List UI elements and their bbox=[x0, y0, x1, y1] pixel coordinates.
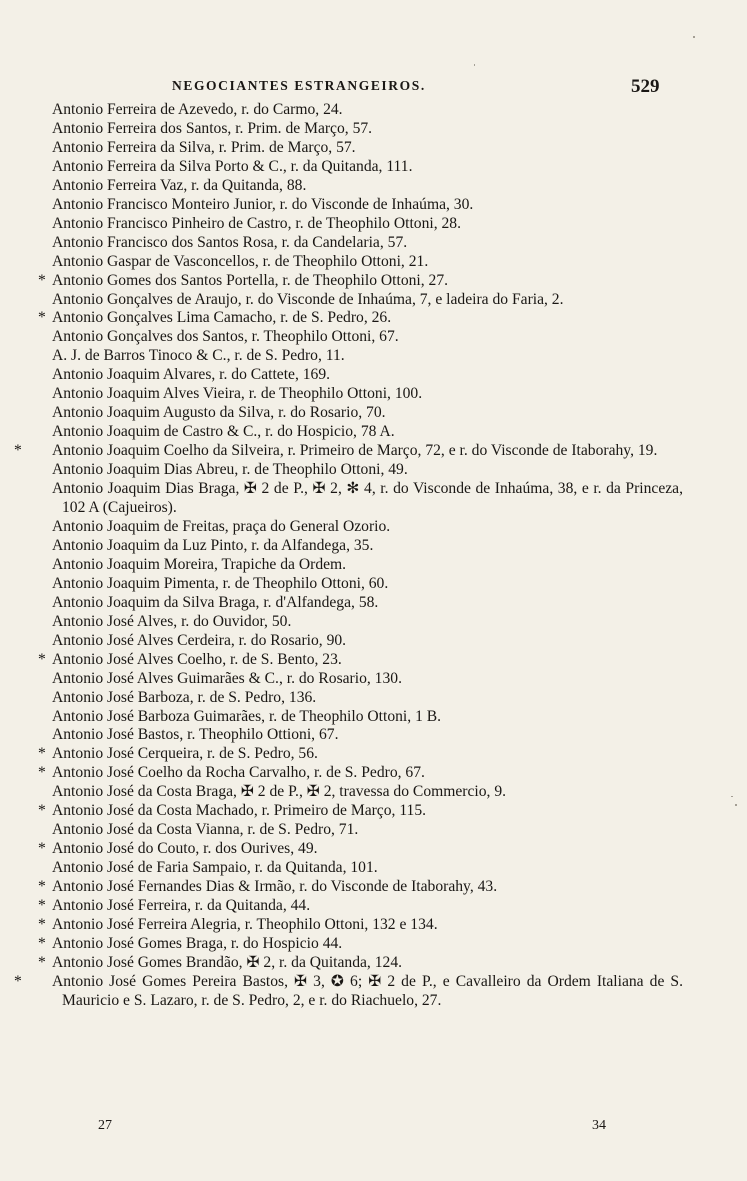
list-item bbox=[38, 897, 683, 916]
list-item bbox=[38, 859, 683, 878]
entry-text: Antonio José Ferreira, r. da Quitanda, 44. bbox=[52, 897, 311, 915]
list-item bbox=[38, 802, 683, 821]
merchant-list bbox=[14, 101, 683, 1011]
list-item bbox=[38, 575, 683, 594]
list-item bbox=[38, 935, 683, 954]
entry-text: Antonio José Alves Guimarães & C., r. do Rosario, 130. bbox=[52, 669, 402, 687]
entry-text: Antonio Joaquim Moreira, Trapiche da Ordem. bbox=[52, 555, 347, 573]
star-marker: * bbox=[38, 764, 46, 782]
page-number: 529 bbox=[631, 76, 660, 97]
entry-text: Antonio Gonçalves de Araujo, r. do Visconde de Inhaúma, 7, e ladeira do Faria, 2. bbox=[52, 290, 564, 308]
entry-text: A. J. de Barros Tinoco & C., r. de S. Pedro, 11. bbox=[52, 347, 345, 365]
entry-text: Antonio José da Costa Vianna, r. de S. Pedro, 71. bbox=[52, 821, 359, 839]
list-item bbox=[38, 537, 683, 556]
entry-text: Antonio José Alves Coelho, r. de S. Bento, 23. bbox=[52, 650, 342, 668]
paper-speck bbox=[735, 804, 737, 806]
entry-text: Antonio Joaquim da Luz Pinto, r. da Alfandega, 35. bbox=[52, 536, 374, 554]
entry-text: Antonio José Barboza, r. de S. Pedro, 136. bbox=[52, 688, 317, 706]
sheet-number: 34 bbox=[592, 1118, 606, 1133]
list-item bbox=[38, 670, 683, 689]
page-footer bbox=[0, 1118, 747, 1142]
star-marker: * bbox=[38, 934, 46, 952]
entry-text: Antonio José Cerqueira, r. de S. Pedro, 56. bbox=[52, 745, 318, 763]
list-item bbox=[38, 404, 683, 423]
entry-text: Antonio José do Couto, r. dos Ourives, 49. bbox=[52, 840, 318, 858]
list-item bbox=[38, 708, 683, 727]
entry-text: Antonio Joaquim Augusto da Silva, r. do Rosario, 70. bbox=[52, 404, 386, 422]
entry-text: Antonio Ferreira dos Santos, r. Prim. de Março, 57. bbox=[52, 119, 373, 137]
star-marker: * bbox=[38, 840, 46, 858]
entry-text: Antonio Joaquim Dias Braga, ✠ 2 de P., ✠ 2, ✻ 4, r. do Visconde de Inhaúma, 38, e r. da Princeza, 102 A (Cajueiros). bbox=[52, 480, 683, 517]
list-item bbox=[38, 689, 683, 708]
signature-mark: 27 bbox=[98, 1118, 112, 1133]
star-marker: * bbox=[38, 650, 46, 668]
list-item bbox=[38, 253, 683, 272]
list-item bbox=[38, 840, 683, 859]
list-item bbox=[38, 215, 683, 234]
entry-text: Antonio José da Costa Machado, r. Primeiro de Março, 115. bbox=[52, 802, 427, 820]
list-item bbox=[38, 613, 683, 632]
list-item bbox=[38, 139, 683, 158]
list-item bbox=[14, 972, 683, 1011]
entry-text: Antonio Gomes dos Santos Portella, r. de Theophilo Ottoni, 27. bbox=[52, 271, 449, 289]
list-item bbox=[38, 101, 683, 120]
entry-text: Antonio José Alves Cerdeira, r. do Rosario, 90. bbox=[52, 631, 347, 649]
entry-text: Antonio Francisco dos Santos Rosa, r. da Candelaria, 57. bbox=[52, 233, 408, 251]
list-item bbox=[38, 878, 683, 897]
entry-text: Antonio Joaquim de Freitas, praça do General Ozorio. bbox=[52, 517, 391, 535]
entry-text: Antonio Francisco Pinheiro de Castro, r. de Theophilo Ottoni, 28. bbox=[52, 214, 462, 232]
list-item bbox=[38, 480, 683, 518]
star-marker: * bbox=[38, 309, 46, 327]
entry-text: Antonio Joaquim Coelho da Silveira, r. Primeiro de Março, 72, e r. do Visconde de Itaborahy, 19. bbox=[52, 442, 658, 460]
entry-text: Antonio José Alves, r. do Ouvidor, 50. bbox=[52, 612, 292, 630]
entry-text: Antonio Joaquim Pimenta, r. de Theophilo Ottoni, 60. bbox=[52, 574, 389, 592]
entry-text: Antonio José Bastos, r. Theophilo Ottioni, 67. bbox=[52, 726, 339, 744]
paper-speck bbox=[474, 64, 475, 66]
list-item bbox=[38, 234, 683, 253]
list-item bbox=[38, 726, 683, 745]
entry-text: Antonio Joaquim da Silva Braga, r. d'Alfandega, 58. bbox=[52, 593, 379, 611]
entry-text: Antonio Joaquim Dias Abreu, r. de Theophilo Ottoni, 49. bbox=[52, 461, 408, 479]
list-item bbox=[38, 385, 683, 404]
entry-text: Antonio Francisco Monteiro Junior, r. do Visconde de Inhaúma, 30. bbox=[52, 195, 474, 213]
running-title: NEGOCIANTES ESTRANGEIROS. bbox=[172, 78, 426, 93]
star-marker: * bbox=[14, 972, 22, 990]
paper-speck bbox=[731, 796, 733, 797]
entry-text: Antonio Gaspar de Vasconcellos, r. de Theophilo Ottoni, 21. bbox=[52, 252, 429, 270]
paper-speck bbox=[693, 36, 695, 38]
entry-text: Antonio José Fernandes Dias & Irmão, r. do Visconde de Itaborahy, 43. bbox=[52, 878, 498, 896]
entry-text: Antonio Ferreira da Silva Porto & C., r. da Quitanda, 111. bbox=[52, 157, 413, 175]
list-item bbox=[38, 518, 683, 537]
entry-text: Antonio Joaquim de Castro & C., r. do Hospicio, 78 A. bbox=[52, 423, 395, 441]
entry-text: Antonio Joaquim Alves Vieira, r. de Theophilo Ottoni, 100. bbox=[52, 385, 423, 403]
list-item bbox=[38, 177, 683, 196]
list-item bbox=[38, 745, 683, 764]
list-item bbox=[14, 442, 683, 461]
entry-text: Antonio José Ferreira Alegria, r. Theophilo Ottoni, 132 e 134. bbox=[52, 915, 438, 933]
list-item bbox=[38, 916, 683, 935]
list-item bbox=[38, 196, 683, 215]
list-item bbox=[38, 158, 683, 177]
entry-text: Antonio José Gomes Pereira Bastos, ✠ 3, ✪ 6; ✠ 2 de P., e Cavalleiro da Ordem Italiana de S. Mauricio e S. Lazaro, r. de S. Pedro, 2, e r. do Riachuelo, 27. bbox=[52, 972, 683, 1009]
list-item bbox=[38, 556, 683, 575]
list-item bbox=[38, 328, 683, 347]
entry-text: Antonio Gonçalves Lima Camacho, r. de S. Pedro, 26. bbox=[52, 309, 392, 327]
entry-text: Antonio Gonçalves dos Santos, r. Theophilo Ottoni, 67. bbox=[52, 328, 399, 346]
list-item bbox=[38, 423, 683, 442]
list-item bbox=[38, 954, 683, 973]
star-marker: * bbox=[38, 745, 46, 763]
list-item bbox=[38, 632, 683, 651]
entry-text: Antonio José Gomes Braga, r. do Hospicio 44. bbox=[52, 934, 343, 952]
list-item bbox=[38, 651, 683, 670]
entry-text: Antonio Joaquim Alvares, r. do Cattete, 169. bbox=[52, 366, 331, 384]
list-item bbox=[38, 461, 683, 480]
star-marker: * bbox=[38, 915, 46, 933]
entry-text: Antonio José da Costa Braga, ✠ 2 de P., ✠ 2, travessa do Commercio, 9. bbox=[52, 783, 507, 801]
star-marker: * bbox=[14, 442, 22, 460]
star-marker: * bbox=[38, 802, 46, 820]
list-item bbox=[38, 272, 683, 291]
list-item bbox=[38, 594, 683, 613]
entry-text: Antonio Ferreira de Azevedo, r. do Carmo, 24. bbox=[52, 101, 343, 118]
entry-text: Antonio José de Faria Sampaio, r. da Quitanda, 101. bbox=[52, 859, 378, 877]
entry-text: Antonio Ferreira da Silva, r. Prim. de Março, 57. bbox=[52, 138, 356, 156]
star-marker: * bbox=[38, 878, 46, 896]
list-item bbox=[38, 347, 683, 366]
list-item bbox=[38, 291, 683, 310]
list-item bbox=[38, 783, 683, 802]
star-marker: * bbox=[38, 953, 46, 971]
list-item bbox=[38, 309, 683, 328]
list-item bbox=[38, 366, 683, 385]
entry-text: Antonio José Coelho da Rocha Carvalho, r. de S. Pedro, 67. bbox=[52, 764, 425, 782]
entry-text: Antonio Ferreira Vaz, r. da Quitanda, 88. bbox=[52, 176, 307, 194]
entry-text: Antonio José Gomes Brandão, ✠ 2, r. da Quitanda, 124. bbox=[52, 953, 403, 971]
star-marker: * bbox=[38, 897, 46, 915]
star-marker: * bbox=[38, 271, 46, 289]
list-item bbox=[38, 764, 683, 783]
list-item bbox=[38, 120, 683, 139]
page-header bbox=[0, 76, 747, 100]
list-item bbox=[38, 821, 683, 840]
entry-text: Antonio José Barboza Guimarães, r. de Theophilo Ottoni, 1 B. bbox=[52, 707, 442, 725]
